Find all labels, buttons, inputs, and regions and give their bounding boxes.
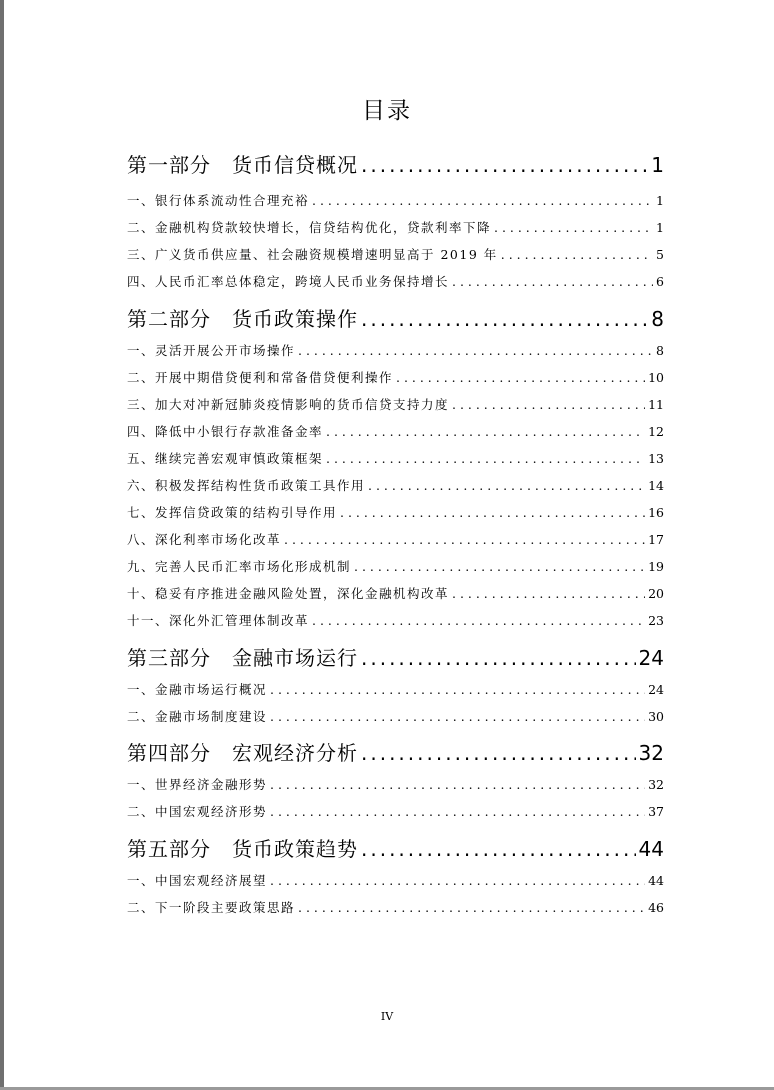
toc-label: 二、金融市场制度建设 <box>127 709 268 724</box>
toc-leader <box>284 530 645 550</box>
toc-leader <box>326 449 645 469</box>
toc-item[interactable] <box>127 680 664 700</box>
toc-leader <box>452 272 653 292</box>
toc-label: 一、世界经济金融形势 <box>127 777 268 792</box>
toc-label: 三、加大对冲新冠肺炎疫情影响的货币信贷支持力度 <box>127 397 450 412</box>
toc-page-number: 6 <box>656 274 664 289</box>
toc-label: 七、发挥信贷政策的结构引导作用 <box>127 505 338 520</box>
toc-item[interactable] <box>127 368 664 388</box>
toc-leader <box>354 557 645 577</box>
toc-page-number: 13 <box>648 451 664 466</box>
toc-item[interactable] <box>127 422 664 442</box>
toc-item[interactable] <box>127 530 664 550</box>
toc-part[interactable] <box>127 150 664 180</box>
toc-part[interactable] <box>127 738 664 768</box>
toc-page-number: 5 <box>656 247 664 262</box>
toc-label: 二、下一阶段主要政策思路 <box>127 900 296 915</box>
toc-leader <box>312 191 653 211</box>
toc-label: 四、人民币汇率总体稳定，跨境人民币业务保持增长 <box>127 274 450 289</box>
toc-page-number: 32 <box>638 741 664 765</box>
toc-page-number: 44 <box>638 837 664 861</box>
toc-item[interactable] <box>127 191 664 211</box>
toc-item[interactable] <box>127 898 664 918</box>
toc-page-number: 16 <box>648 505 664 520</box>
toc-leader <box>368 476 645 496</box>
toc-item[interactable] <box>127 584 664 604</box>
toc-page-number: 19 <box>648 559 664 574</box>
toc-part[interactable] <box>127 643 664 673</box>
toc-page-number: 8 <box>656 343 664 358</box>
toc-leader <box>452 584 645 604</box>
toc-leader <box>270 802 645 822</box>
toc-leader <box>494 218 653 238</box>
toc-label: 八、深化利率市场化改革 <box>127 532 282 547</box>
toc-leader <box>326 422 645 442</box>
toc-page-number: 44 <box>648 873 664 888</box>
toc-item[interactable] <box>127 218 664 238</box>
toc-page-number: 11 <box>648 397 664 412</box>
toc-page-number: 17 <box>648 532 664 547</box>
toc-leader <box>396 368 645 388</box>
toc-label: 一、金融市场运行概况 <box>127 682 268 697</box>
toc-leader <box>340 503 645 523</box>
toc-page-number: 20 <box>648 586 664 601</box>
toc-leader <box>270 680 645 700</box>
toc-leader <box>270 871 645 891</box>
toc-leader <box>270 775 645 795</box>
toc-page-number: 12 <box>648 424 664 439</box>
toc-page-number: 1 <box>656 193 664 208</box>
toc-label: 第一部分 货币信贷概况 <box>127 153 358 177</box>
toc-item[interactable] <box>127 775 664 795</box>
toc-item[interactable] <box>127 395 664 415</box>
toc-leader <box>361 150 648 180</box>
toc-label: 二、中国宏观经济形势 <box>127 804 268 819</box>
toc-label: 一、中国宏观经济展望 <box>127 873 268 888</box>
toc-leader <box>312 611 645 631</box>
footer-page-number: IV <box>380 1010 394 1023</box>
toc-item[interactable] <box>127 245 664 265</box>
toc-page-number: 10 <box>648 370 664 385</box>
toc-label: 第二部分 货币政策操作 <box>127 307 358 331</box>
toc-page-number: 23 <box>648 613 664 628</box>
toc-leader <box>361 834 636 864</box>
toc-item[interactable] <box>127 707 664 727</box>
toc-leader <box>298 898 645 918</box>
toc-leader <box>501 245 653 265</box>
toc-page-number: 1 <box>656 220 664 235</box>
toc-item[interactable] <box>127 341 664 361</box>
toc-label: 一、灵活开展公开市场操作 <box>127 343 296 358</box>
toc-label: 九、完善人民币汇率市场化形成机制 <box>127 559 352 574</box>
toc-label: 六、积极发挥结构性货币政策工具作用 <box>127 478 366 493</box>
toc-label: 五、继续完善宏观审慎政策框架 <box>127 451 324 466</box>
toc-leader <box>270 707 645 727</box>
toc-label: 三、广义货币供应量、社会融资规模增速明显高于 2019 年 <box>127 247 498 262</box>
toc-leader <box>361 643 636 673</box>
toc-item[interactable] <box>127 802 664 822</box>
toc-page-number: 30 <box>648 709 664 724</box>
toc-item[interactable] <box>127 476 664 496</box>
toc-page-number: 37 <box>648 804 664 819</box>
toc-page-number: 24 <box>638 646 664 670</box>
toc-item[interactable] <box>127 272 664 292</box>
toc-item[interactable] <box>127 449 664 469</box>
toc-item[interactable] <box>127 557 664 577</box>
toc-leader <box>361 738 636 768</box>
toc-label: 十一、深化外汇管理体制改革 <box>127 613 310 628</box>
toc-label: 第三部分 金融市场运行 <box>127 646 358 670</box>
toc-page-number: 24 <box>648 682 664 697</box>
toc-label: 第五部分 货币政策趋势 <box>127 837 358 861</box>
toc-page-number: 14 <box>648 478 664 493</box>
toc-leader <box>452 395 645 415</box>
toc-label: 一、银行体系流动性合理充裕 <box>127 193 310 208</box>
toc-item[interactable] <box>127 503 664 523</box>
toc-page-number: 8 <box>651 307 664 331</box>
toc-item[interactable] <box>127 611 664 631</box>
toc-page-number: 32 <box>648 777 664 792</box>
toc-label: 四、降低中小银行存款准备金率 <box>127 424 324 439</box>
toc-part[interactable] <box>127 834 664 864</box>
page-left-edge <box>0 0 4 1090</box>
toc-label: 二、金融机构贷款较快增长，信贷结构优化，贷款利率下降 <box>127 220 492 235</box>
toc-leader <box>298 341 653 361</box>
toc-item[interactable] <box>127 871 664 891</box>
toc-label: 第四部分 宏观经济分析 <box>127 741 358 765</box>
toc-leader <box>361 304 648 334</box>
toc-part[interactable] <box>127 304 664 334</box>
toc-page-number: 46 <box>648 900 664 915</box>
toc-label: 十、稳妥有序推进金融风险处置，深化金融机构改革 <box>127 586 450 601</box>
page-title: 目录 <box>362 98 412 124</box>
toc-page-number: 1 <box>651 153 664 177</box>
toc-label: 二、开展中期借贷便利和常备借贷便利操作 <box>127 370 394 385</box>
